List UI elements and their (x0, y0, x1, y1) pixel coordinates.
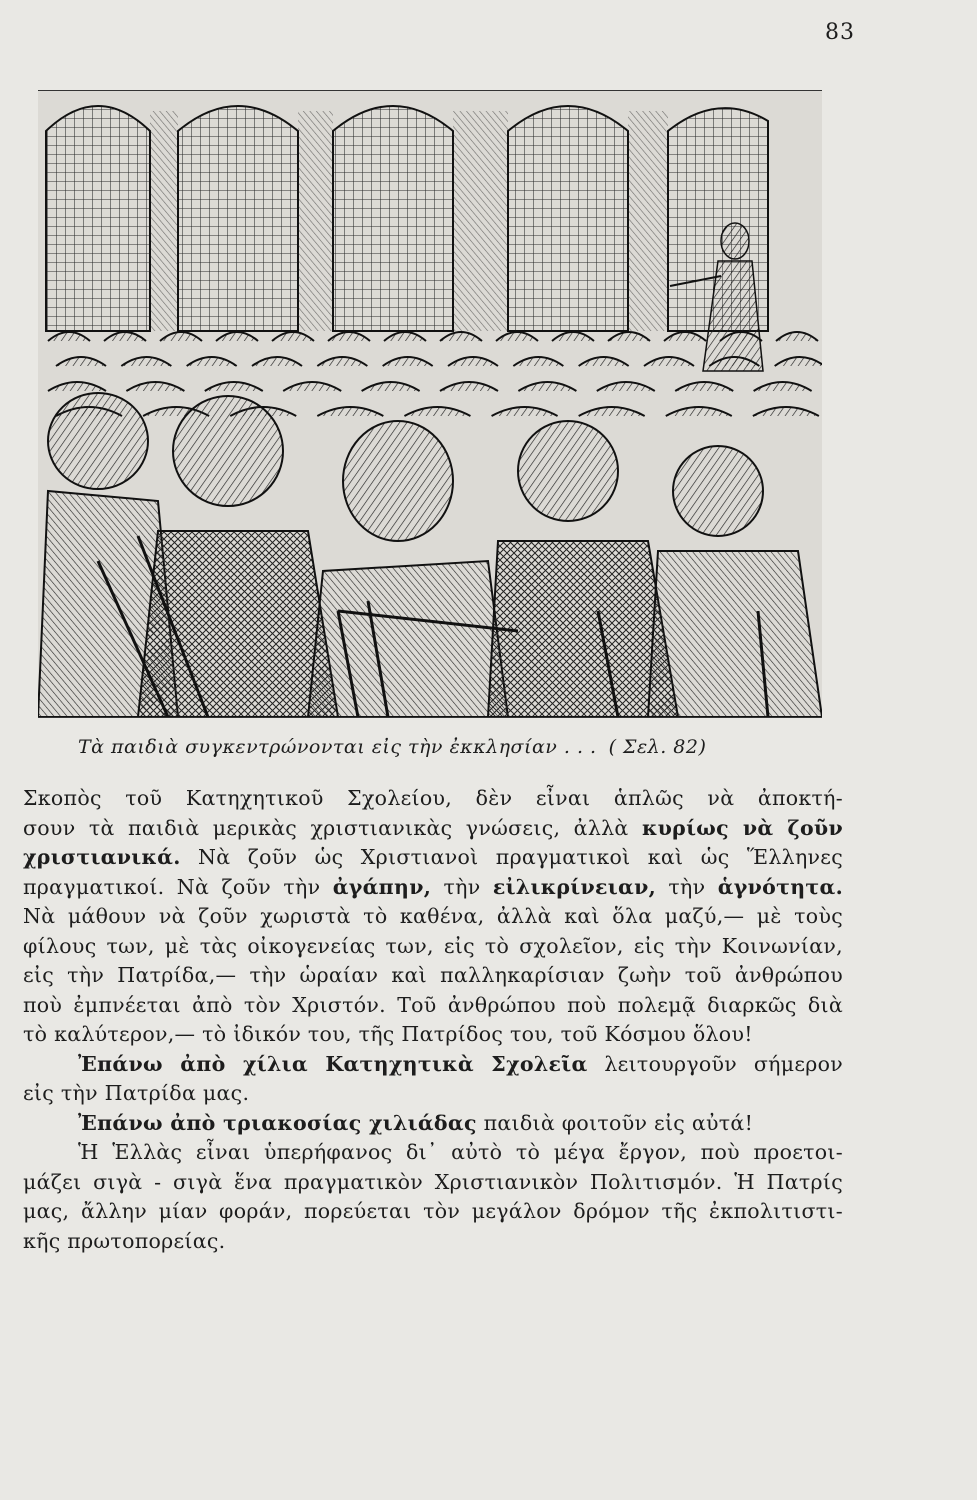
text-line (23, 1227, 843, 1257)
text-line (23, 1050, 843, 1080)
body-text (23, 784, 843, 1256)
text-segment: Νὰ μάθουν νὰ ζοῦν χωριστὰ τὸ καθένα, ἀλλὰ καὶ ὅλα μαζύ,— μὲ τοὺς (23, 904, 843, 928)
paragraph (23, 1109, 843, 1139)
illustration-caption (78, 736, 706, 758)
text-line (23, 1168, 843, 1198)
paragraph (23, 1050, 843, 1109)
arched-windows (46, 106, 768, 331)
text-line (23, 843, 843, 873)
text-segment: ἀγάπην, (332, 874, 432, 899)
text-segment: εἰς τὴν Πατρίδα,— τὴν ὡραίαν καὶ παλληκαρίσιαν ζωὴν τοῦ ἀνθρώπου (23, 963, 843, 987)
text-segment: τὴν (656, 874, 718, 899)
text-line (23, 1197, 843, 1227)
text-line (23, 932, 843, 962)
text-segment: Ἐπάνω ἀπὸ τριακοσίας χιλιάδας (78, 1110, 477, 1135)
text-segment: σουν τὰ παιδιὰ μερικὰς χριστιανικὰς γνώσεις, ἀλλὰ (23, 815, 642, 840)
text-line (23, 814, 843, 844)
text-segment: εἰλικρίνειαν, (492, 874, 657, 899)
caption-text: Τὰ παιδιὰ συγκεντρώνονται εἰς τὴν ἐκκλησίαν . . . (78, 736, 597, 758)
text-segment: μάζει σιγὰ - σιγὰ ἕνα πραγματικὸν Χριστιανικὸν Πολιτισμόν. Ἡ Πατρίς (23, 1169, 843, 1194)
text-segment: λειτουργοῦν σήμερον (587, 1051, 843, 1076)
text-segment: ἁγνότητα. (717, 874, 844, 899)
text-line (23, 1079, 843, 1109)
text-segment: Σκοπὸς τοῦ Κατηχητικοῦ Σχολείου, δὲν εἶναι ἁπλῶς νὰ ἀποκτή- (23, 786, 843, 810)
text-segment: Ἡ Ἑλλὰς εἶναι ὑπερήφανος δι᾿ αὐτὸ τὸ μέγα ἔργον, ποὺ προετοι- (78, 1140, 843, 1164)
text-segment: τὴν (431, 874, 493, 899)
text-segment: παιδιὰ φοιτοῦν εἰς αὐτά! (476, 1110, 754, 1135)
text-segment: τὸ καλύτερον,— τὸ ἰδικόν του, τῆς Πατρίδος του, τοῦ Κόσμου ὅλου! (23, 1022, 753, 1046)
page-number: 83 (825, 20, 855, 45)
text-segment: κῆς πρωτοπορείας. (23, 1228, 226, 1253)
text-line (23, 1138, 843, 1168)
illustration-church-children (38, 90, 822, 718)
text-segment: φίλους των, μὲ τὰς οἰκογενείας των, εἰς τὸ σχολεῖον, εἰς τὴν Κοινωνίαν, (23, 933, 843, 958)
text-segment: εἰς τὴν Πατρίδα μας. (23, 1081, 250, 1105)
text-segment: κυρίως νὰ ζοῦν (641, 815, 843, 840)
text-line (23, 1020, 843, 1050)
text-line (23, 991, 843, 1021)
paragraph (23, 784, 843, 1050)
text-segment: πραγματικοί. Νὰ ζοῦν τὴν (23, 874, 333, 899)
text-line (23, 784, 843, 814)
text-line (23, 961, 843, 991)
caption-page-reference: ( Σελ. 82) (608, 736, 707, 758)
text-segment: χριστιανικά. (23, 845, 181, 869)
paragraph (23, 1138, 843, 1256)
text-segment: μας, ἄλλην μίαν φοράν, πορεύεται τὸν μεγάλον δρόμον τῆς ἐκπολιτιστι- (23, 1199, 843, 1223)
text-segment: ποὺ ἐμπνέεται ἀπὸ τὸν Χριστόν. Τοῦ ἀνθρώπου ποὺ πολεμᾷ διαρκῶς διὰ (23, 992, 843, 1017)
text-segment: Νὰ ζοῦν ὡς Χριστιανοὶ πραγματικοὶ καὶ ὡς Ἕλληνες (180, 845, 843, 869)
text-line (23, 902, 843, 932)
text-line (23, 873, 843, 903)
text-line (23, 1109, 843, 1139)
text-segment: Ἐπάνω ἀπὸ χίλια Κατηχητικὰ Σχολεῖα (78, 1051, 588, 1076)
